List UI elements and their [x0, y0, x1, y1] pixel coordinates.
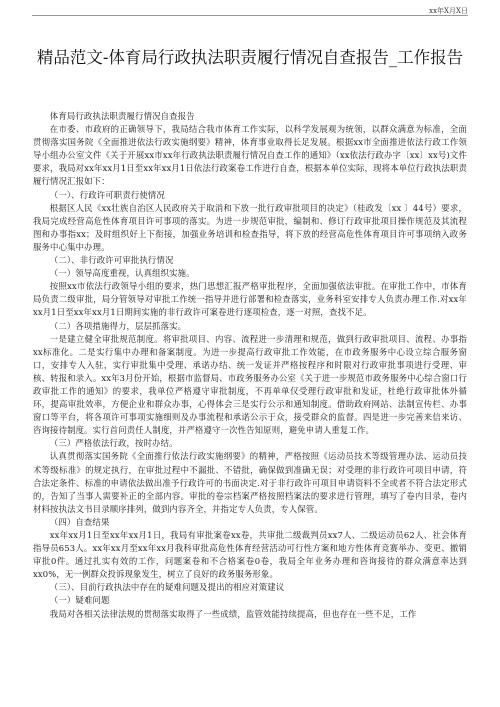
section-heading: （一）、行政许可职责行使情况 [49, 189, 165, 200]
subsection-heading: （一）领导高度重视，认真组织实施。 [49, 268, 195, 279]
document-body [33, 110, 467, 621]
paragraph: 根据区人民《xx壮族自治区人民政府关于取消和下放一批行政审批项目的决定》（桂政发〔xx 〕44号）要求，我局完成经营高危性体育项目许可事项的落实。为进一步规范审批，编制和、修订行政审批项目操作规范及其流程图和办事指xx；及时组织好上下衔接，加强业务培训和检查指导，将下放的经营高危性体育项目许可事项纳入政务服务中心集中办理。 [33, 202, 467, 252]
paragraph: 按照xx市依法行政领导小组的要求，热门思想汇报严格审批程序，全面加强依法审批。在审批工作中，市体育局负责二级审批，局分管领导对审批工作统一指导并进行部署和检查落实，业务科室安排专人负责办理工作.对xx年xx月1日至xx年xx月1日期间实施的非行政许可案卷进行逐项检查，逐一对照，查找不足。 [33, 281, 467, 318]
header-date: xx年X月X日 [429, 7, 468, 15]
section-title: 体育局行政执法职责履行情况自查报告 [49, 111, 195, 121]
paragraph: 在市委、市政府的正确领导下，我局结合我市体育工作实际，以科学发展观为统领，以群众满意为标准，全面贯彻落实国务院《全面推进依法行政实施纲要》精神，体育事业取得长足发展。根据xx市全面推进依法行政工作领导小组办公室文件《关于开展xx市xx年行政执法职责履行情况自查工作的通知》（xx依法行政办字〔xx〕xx号)文件要求，我局对xx年xx月1日至xx年xx月1日依法行政案卷工作进行自查，根据本单位实际，现将本单位行政执法职责履行情况汇报如下： [33, 124, 467, 187]
subsection-heading: （四）自查结果 [49, 516, 110, 527]
paragraph: 认真贯彻落实国务院《全面推行依法行政实施纲要》的精神，严格按照《运动员技术等级管理办法、运动员技术等级标准》的规定执行，在审批过程中不漏批、不错批，确保做到准确无误；对受理的非行政许可项目申请，符合法定条件、标准的申请依法做出准予行政许可的书面决定.对于非行政许可项目申请资料不全或者不符合法定形式的，告知了当事人需要补正的全部内容。审批的卷宗档案严格按照档案法的要求进行管理，填写了卷内目录，卷内材料按执法文书目录顺序排列，做到内容齐全，并指定专人负责，专人保管。 [33, 451, 467, 514]
paragraph: xx年xx月1日至xx年xx月1日，我局有审批案卷xx卷，共审批二级裁判员xx7人、二级运动员62人、社会体育指导员653人。xx年xx月至xx年xx月我科审批高危性体育经营活动可行性方案和地方性体育竞赛举办、变更、撤销审批0件。通过扎实有效的工作，问题案卷和不合格案卷0卷，我局全年业务办理和咨询接待的群众满意率达到xx0%，无一例群众投诉现象发生，树立了良好的政务服务形象。 [33, 530, 467, 580]
subsection-heading: （三）严格依法行政，按时办结。 [49, 438, 178, 449]
document-title: 精品范文-体育局行政执法职责履行情况自查报告_工作报告 [36, 48, 464, 67]
header-divider [32, 15, 468, 16]
section-heading: （二）、非行政许可审批执行情况 [49, 255, 174, 266]
paragraph: 一是建立健全审批规范制度。将审批项目、内容、流程进一步清理和规范，做到行政审批项目、流程、办事指xx标准化。二是实行集中办理和备案制度。为进一步提高行政审批工作效能，在市政务服务中心设立综合服务窗口，安排专人入驻，实行审批集中受理、承诺办结、统一发证并严格按程序和时限对行政审批事项进行受理、审核、转报和录入。xx年3月份开始，根据市监督局、市政务服务办公室《关于进一步规范市政务服务中心综合窗口行政审批工作的通知》的要求，我单位严格遵守审批制度，不再单单仅受理行政审批和发证，杜绝行政审批体外循环，提高审批效率，方便企业和群众办事，心得体会三是实行公示和通知制度。借助政府网站、法制宣传栏、办事窗口等平台，将各项许可事项实施细则及办事流程和承诺公示于众，接受群众的监督。四是进一步完善来信来访、咨询接待制度。实行首问责任人制度，并严格遵守一次性告知原则，避免申请人重复工作。 [33, 333, 467, 436]
paragraph: 我局对各相关法律法规的贯彻落实取得了一些成绩，监管效能持续提高，但也存在一些不足，工作 [49, 608, 417, 619]
subsection-heading: （一）疑难问题 [49, 595, 110, 606]
subsection-heading: （二）各项措施得力，层层抓落实。 [49, 320, 187, 331]
section-heading: （三）、目前行政执法中存在的疑难问题及提出的相应对策建议 [49, 582, 285, 593]
